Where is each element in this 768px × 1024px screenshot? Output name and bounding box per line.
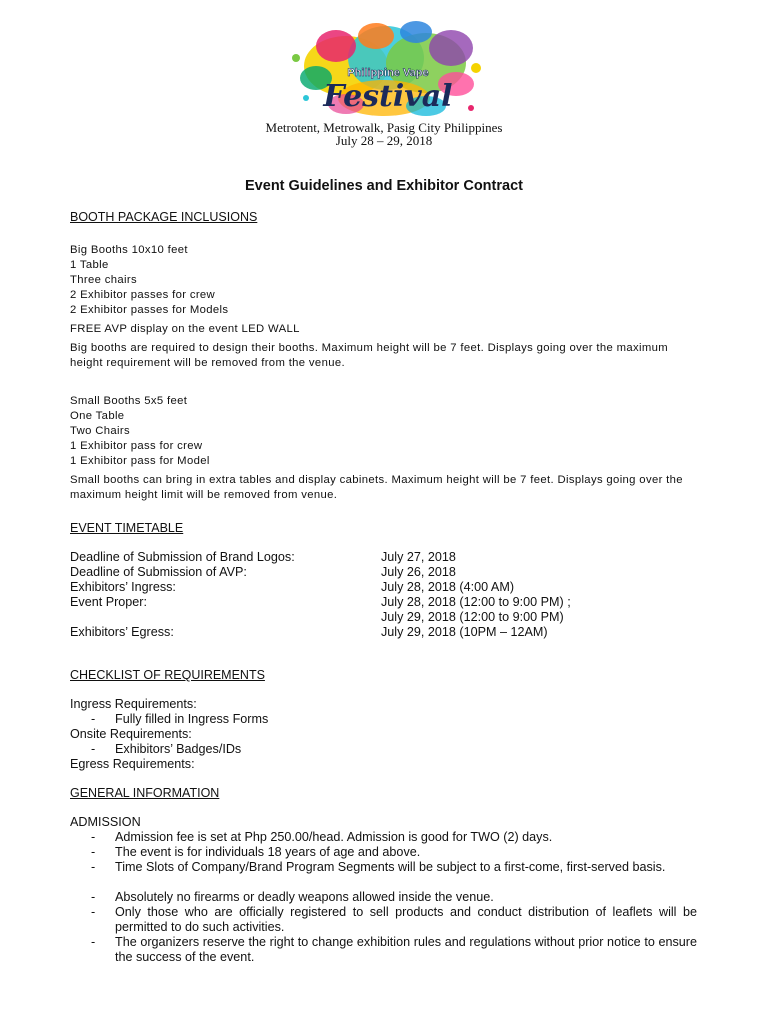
small-booth-item: Two Chairs — [70, 425, 131, 437]
big-booth-item: Three chairs — [70, 274, 137, 286]
dash-bullet: - — [91, 935, 96, 949]
admission-bullet: Absolutely no firearms or deadly weapons allowed inside the venue. — [115, 890, 494, 904]
admission-bullet: Time Slots of Company/Brand Program Segments will be subject to a first-come, first-served basis. — [115, 860, 666, 874]
small-booth-item: 1 Exhibitor pass for Model — [70, 455, 210, 467]
small-booth-note: Small booths can bring in extra tables and display cabinets. Maximum height will be 7 feet. Displays going over the maximum height limit will be removed from venue. — [70, 474, 683, 501]
festival-logo — [276, 18, 492, 130]
admission-bullet: The event is for individuals 18 years of age and above. — [115, 845, 421, 859]
onsite-label: Onsite Requirements: — [70, 727, 192, 741]
general-info-heading: GENERAL INFORMATION — [70, 786, 220, 800]
document-title: Event Guidelines and Exhibitor Contract — [245, 178, 523, 194]
logo-small-text: Philippine Vape — [347, 67, 429, 79]
egress-label: Egress Requirements: — [70, 757, 195, 771]
dash-bullet: - — [91, 830, 96, 844]
big-booth-note: Big booths are required to design their booths. Maximum height will be 7 feet. Displays going over the maximum height requirement will be removed from the venue. — [70, 342, 668, 369]
timetable-value: July 29, 2018 (12:00 to 9:00 PM) — [381, 610, 564, 624]
dash-bullet: - — [91, 845, 96, 859]
dash-bullet: - — [91, 742, 96, 756]
big-booth-item: 2 Exhibitor passes for crew — [70, 289, 216, 301]
dash-bullet: - — [91, 860, 96, 874]
admission-subheading: ADMISSION — [70, 815, 141, 829]
dash-bullet: - — [91, 712, 96, 726]
ingress-item: Fully filled in Ingress Forms — [115, 712, 269, 726]
big-booth-item: 2 Exhibitor passes for Models — [70, 304, 229, 316]
ingress-label: Ingress Requirements: — [70, 697, 197, 711]
big-booth-item: Big Booths 10x10 feet — [70, 244, 188, 256]
dash-bullet: - — [91, 905, 96, 919]
dash-bullet: - — [91, 890, 96, 904]
big-booth-extra: FREE AVP display on the event LED WALL — [70, 323, 300, 335]
admission-bullet: The organizers reserve the right to change exhibition rules and regulations without prior notice to ensure the success of the event. — [115, 935, 697, 964]
timetable-value: July 28, 2018 (4:00 AM) — [381, 580, 515, 594]
admission-bullet: Admission fee is set at Php 250.00/head. Admission is good for TWO (2) days. — [115, 830, 553, 844]
timetable-value: July 27, 2018 — [381, 550, 456, 564]
timetable-value: July 28, 2018 (12:00 to 9:00 PM) ; — [381, 595, 571, 609]
checklist-heading: CHECKLIST OF REQUIREMENTS — [70, 668, 265, 682]
timetable-label: Exhibitors’ Ingress: — [70, 580, 176, 594]
timetable-label: Event Proper: — [70, 595, 148, 609]
booth-section-heading: BOOTH PACKAGE INCLUSIONS — [70, 210, 258, 224]
timetable-value: July 26, 2018 — [381, 565, 456, 579]
event-dates: July 28 – 29, 2018 — [335, 133, 433, 148]
timetable-value: July 29, 2018 (10PM – 12AM) — [381, 625, 548, 639]
admission-bullet: Only those who are officially registered to sell products and conduct distribution of leaflets will be permitted to do such activities. — [115, 905, 697, 934]
big-booth-item: 1 Table — [70, 259, 109, 271]
small-booth-item: Small Booths 5x5 feet — [70, 395, 188, 407]
timetable-label: Exhibitors’ Egress: — [70, 625, 174, 639]
timetable-label: Deadline of Submission of AVP: — [70, 565, 247, 579]
small-booth-item: One Table — [70, 410, 125, 422]
timetable-heading: EVENT TIMETABLE — [70, 521, 184, 535]
onsite-item: Exhibitors’ Badges/IDs — [115, 742, 242, 756]
venue-line: Metrotent, Metrowalk, Pasig City Philippines — [265, 120, 503, 135]
logo-big-text: Festival — [323, 79, 453, 114]
timetable-label: Deadline of Submission of Brand Logos: — [70, 550, 295, 564]
small-booth-item: 1 Exhibitor pass for crew — [70, 440, 203, 452]
